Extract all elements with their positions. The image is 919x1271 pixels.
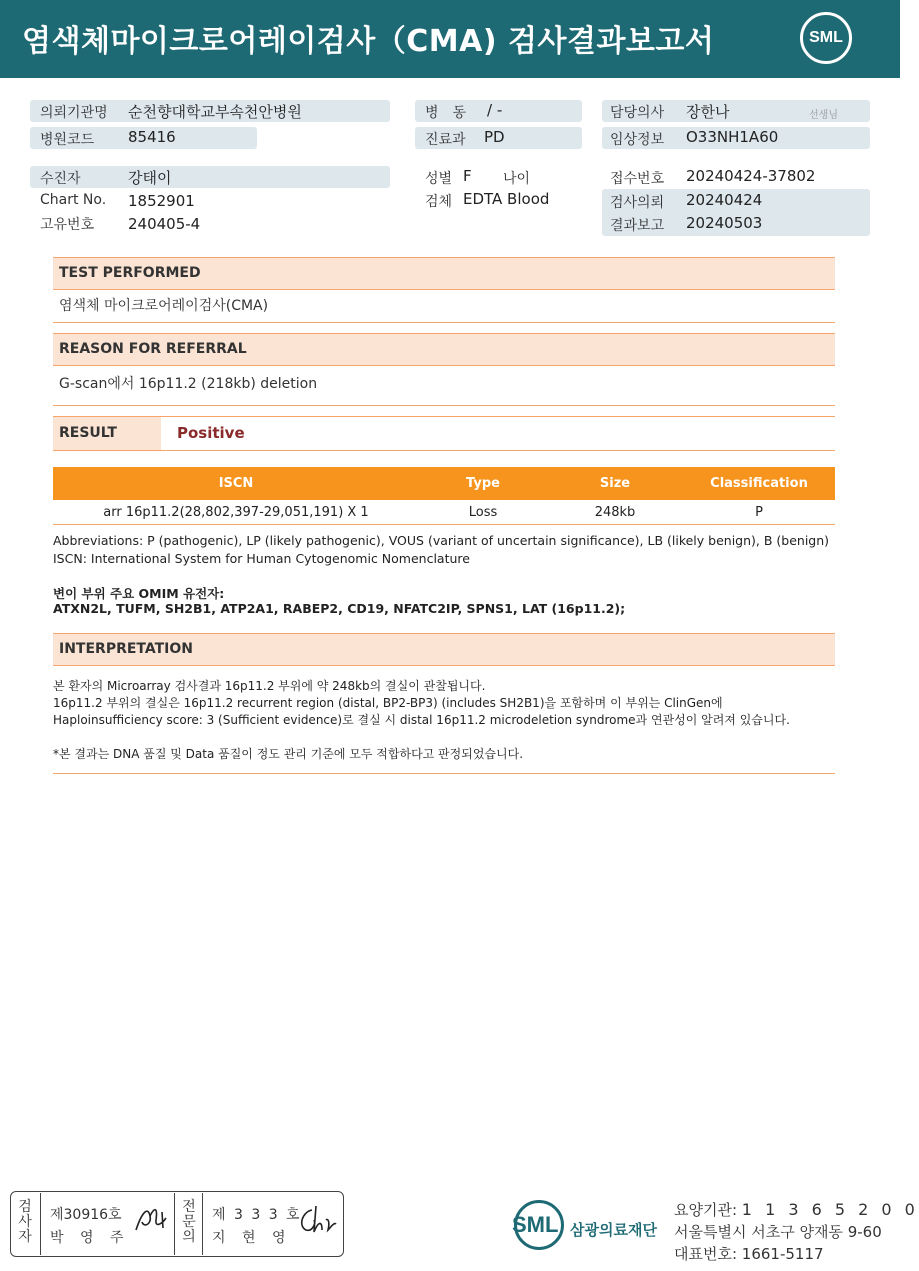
specialist-name: 지 현 영 <box>212 1230 292 1246</box>
sig-divider-1 <box>40 1193 41 1255</box>
omim-genes: ATXN2L, TUFM, SH2B1, ATP2A1, RABEP2, CD19, NFATC2IP, SPNS1, LAT (16p11.2); <box>53 601 626 616</box>
ward-value: / - <box>487 101 503 119</box>
receipt-label: 접수번호 <box>610 171 665 187</box>
interp-line-4: *본 결과는 DNA 품질 및 Data 품질이 정도 관리 기준에 모두 적합하다고 판정되었습니다. <box>53 747 524 761</box>
sml-logo <box>800 12 852 64</box>
result-table-header <box>53 467 835 500</box>
report-value: 20240503 <box>686 214 763 232</box>
td-type: Loss <box>468 505 498 520</box>
phone-value: 1661-5117 <box>741 1245 824 1263</box>
code-label: 병원코드 <box>40 132 95 148</box>
reason-title: REASON FOR REFERRAL <box>53 333 835 366</box>
omim-title: 변이 부위 주요 OMIM 유전자: <box>53 586 225 601</box>
hospital-label: 의뢰기관명 <box>40 105 108 121</box>
clinical-label: 임상정보 <box>610 132 665 148</box>
address: 서울특별시 서초구 양재동 9-60 <box>674 1223 882 1241</box>
table-row <box>53 500 835 525</box>
interp-line-1: 본 환자의 Microarray 검사결과 16p11.2 부위에 약 248kb의 결실이 관찰됩니다. <box>53 679 486 693</box>
sig-divider-3 <box>202 1193 203 1255</box>
specialist-no: 제 3 3 3 호 <box>212 1207 302 1223</box>
dept-value: PD <box>484 128 505 146</box>
receipt-value: 20240424-37802 <box>686 167 816 185</box>
org-name: 삼광의료재단 <box>570 1221 657 1239</box>
clinical-value: O33NH1A60 <box>686 128 779 146</box>
hospital-value: 순천향대학교부속천안병원 <box>128 103 302 121</box>
doctor-suffix: 선생님 <box>809 110 838 121</box>
specimen-value: EDTA Blood <box>463 190 550 208</box>
patient-label: 수진자 <box>40 171 81 187</box>
td-size: 248kb <box>594 505 636 520</box>
result-top-line <box>53 416 835 417</box>
report-header <box>0 0 900 78</box>
report-label: 결과보고 <box>610 218 665 234</box>
td-classification: P <box>755 505 763 520</box>
request-label: 검사의뢰 <box>610 195 665 211</box>
interp-line-2: 16p11.2 부위의 결실은 16p11.2 recurrent region (distal, BP2-BP3) (includes SH2B1)을 포함하며 이 부위는 ClinGen에 <box>53 696 723 710</box>
td-iscn: arr 16p11.2(28,802,397-29,051,191) X 1 <box>103 505 369 520</box>
reason-value: G-scan에서 16p11.2 (218kb) deletion <box>53 366 835 406</box>
specialist-signature <box>294 1202 338 1238</box>
interpretation-bottom-line <box>53 773 835 774</box>
doctor-value: 장한나 <box>686 103 730 121</box>
sig-divider-2 <box>174 1193 175 1255</box>
examiner-signature <box>132 1202 172 1236</box>
sex-label: 성별 <box>425 171 453 187</box>
doctor-label: 담당의사 <box>610 105 665 121</box>
test-performed-value: 염색체 마이크로어레이검사(CMA) <box>53 290 835 323</box>
sml-logo-text: SML <box>809 29 843 46</box>
phone-row <box>674 1243 824 1264</box>
request-value: 20240424 <box>686 191 763 209</box>
unique-value: 240405-4 <box>128 215 201 233</box>
ward-label: 병 동 <box>425 105 467 121</box>
specimen-label: 검체 <box>425 194 453 210</box>
patient-row <box>30 166 390 188</box>
th-type: Type <box>466 476 500 491</box>
dept-label: 진료과 <box>425 132 466 148</box>
chart-label: Chart No. <box>40 192 107 208</box>
interp-line-3: Haploinsufficiency score: 3 (Sufficient evidence)로 결실 시 distal 16p11.2 microdeletion syndrome과 연관성이 알려져 있습니다. <box>53 713 790 727</box>
examiner-name: 박 영 주 <box>50 1230 130 1246</box>
facility-no: 1 1 3 6 5 2 0 0 <box>741 1200 919 1219</box>
result-value: Positive <box>177 424 245 442</box>
sex-value: F <box>463 167 472 185</box>
examiner-no: 제30916호 <box>50 1207 122 1223</box>
abbreviations-note: Abbreviations: P (pathogenic), LP (likely pathogenic), VOUS (variant of uncertain significance), LB (likely benign), B (benign) <box>53 533 830 548</box>
examiner-label: 검 사 자 <box>18 1199 32 1245</box>
unique-label: 고유번호 <box>40 217 95 233</box>
th-classification: Classification <box>710 476 808 491</box>
org-logo-text: SML <box>512 1212 559 1237</box>
patient-value: 강태이 <box>128 169 172 187</box>
facility-row <box>674 1199 919 1220</box>
age-label: 나이 <box>503 171 531 187</box>
phone-label: 대표번호: <box>674 1245 738 1263</box>
interpretation-title: INTERPRETATION <box>53 633 835 666</box>
th-size: Size <box>599 476 631 491</box>
test-performed-title: TEST PERFORMED <box>53 257 835 290</box>
result-title: RESULT <box>53 417 161 450</box>
th-iscn: ISCN <box>218 476 254 491</box>
facility-label: 요양기관: <box>674 1201 738 1219</box>
iscn-note: ISCN: International System for Human Cytogenomic Nomenclature <box>53 551 470 566</box>
report-title: 염색체마이크로어레이검사（CMA) 검사결과보고서 <box>22 24 715 59</box>
code-value: 85416 <box>128 128 176 146</box>
chart-value: 1852901 <box>128 192 195 210</box>
specialist-label: 전 문 의 <box>182 1199 196 1245</box>
result-bottom-line <box>53 450 835 451</box>
